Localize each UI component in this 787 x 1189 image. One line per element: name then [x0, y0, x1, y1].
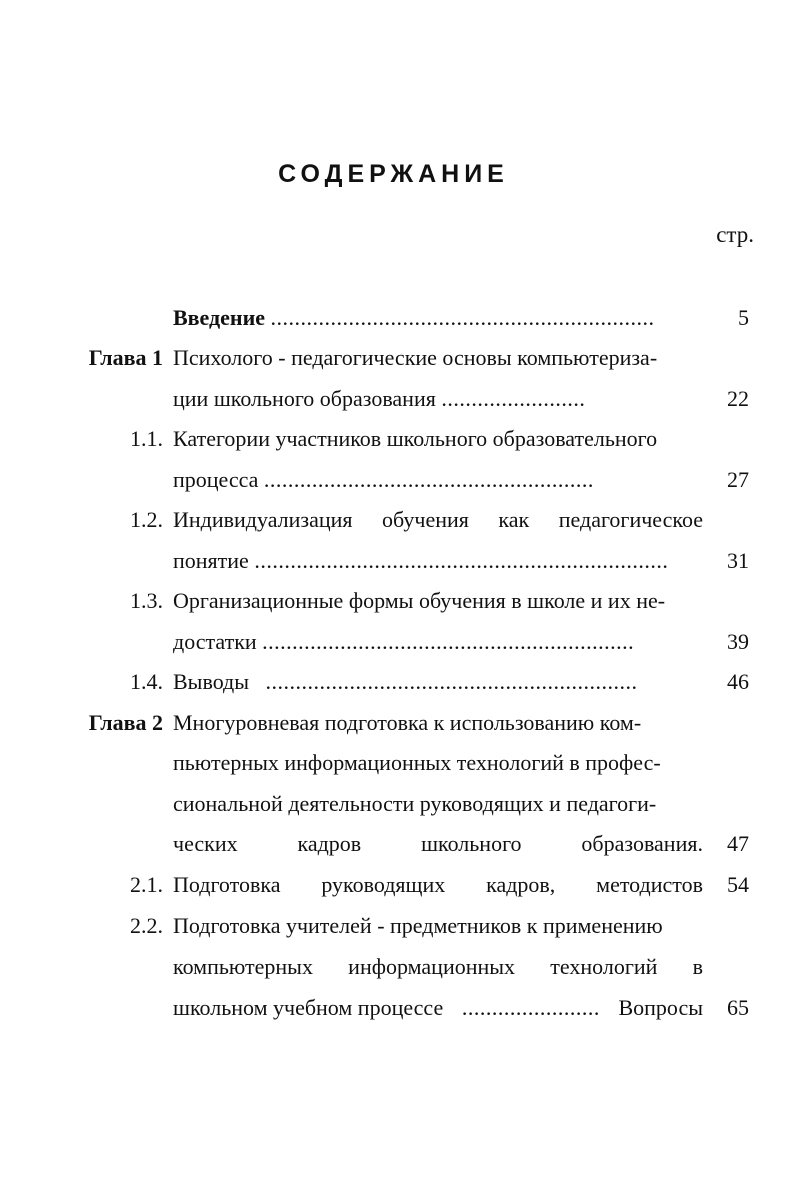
section-label: 2.1.	[130, 872, 163, 897]
toc-intro-title: Введение	[173, 305, 266, 330]
toc-entry-2-2	[0, 906, 787, 946]
entry-text: Психолого - педагогические основы компьютериза-	[173, 345, 658, 370]
entry-text: Вопросы	[618, 995, 703, 1020]
entry-word: технологий	[550, 954, 658, 979]
toc-entry-2-2-cont	[0, 947, 787, 987]
section-label: 1.3.	[130, 588, 163, 613]
toc-entry-1-3-cont	[0, 622, 787, 662]
entry-word: информационных	[348, 954, 516, 979]
leader-dots: .....................................................................	[254, 548, 669, 573]
page-title: СОДЕРЖАНИЕ	[278, 160, 509, 188]
entry-word: как	[498, 507, 530, 532]
toc-entry-intro	[0, 298, 787, 338]
entry-text: сиональной деятельности руководящих и педагоги-	[173, 791, 657, 816]
toc-entry-chapter-2-cont	[0, 743, 787, 783]
chapter-label: Глава 2	[88, 710, 163, 735]
toc-entry-1-4	[0, 662, 787, 702]
toc-entry-chapter-2	[0, 703, 787, 743]
toc-entry-2-1	[0, 865, 787, 905]
entry-text: ции школьного образования	[173, 386, 436, 411]
leader-dots: .......................................................	[263, 467, 594, 492]
entry-word: в	[692, 954, 703, 979]
entry-text: пьютерных информационных технологий в профес-	[173, 750, 661, 775]
toc-entry-chapter-1-cont	[0, 379, 787, 419]
page-number: 22	[727, 386, 749, 411]
chapter-label: Глава 1	[88, 345, 163, 370]
entry-word: кадров,	[486, 872, 556, 897]
page-column-label: стр.	[716, 222, 754, 247]
entry-word: кадров	[297, 831, 362, 856]
toc-entry-1-1	[0, 419, 787, 459]
entry-word: Подготовка	[173, 872, 281, 897]
page-number: 5	[738, 305, 749, 330]
page-number: 39	[727, 629, 749, 654]
entry-text: понятие	[173, 548, 249, 573]
toc-entry-chapter-2-cont	[0, 824, 787, 864]
leader-dots: ................................................................	[270, 305, 655, 330]
page-number: 27	[727, 467, 749, 492]
entry-text: Выводы	[173, 669, 250, 694]
entry-text: школьном учебном процессе	[173, 995, 444, 1020]
entry-word: образования.	[581, 831, 703, 856]
entry-word: обучения	[382, 507, 469, 532]
entry-word: ческих	[173, 831, 238, 856]
entry-word: компьютерных	[173, 954, 313, 979]
section-label: 1.2.	[130, 507, 163, 532]
entry-text: Многуровневая подготовка к использованию ком-	[173, 710, 642, 735]
page-number: 65	[727, 995, 749, 1020]
section-label: 2.2.	[130, 913, 163, 938]
toc-entry-1-2-cont	[0, 541, 787, 581]
entry-text: достатки	[173, 629, 257, 654]
entry-text: Подготовка учителей - предметников к применению	[173, 913, 663, 938]
entry-text: процесса	[173, 467, 259, 492]
section-label: 1.1.	[130, 426, 163, 451]
toc-entry-chapter-2-cont	[0, 784, 787, 824]
leader-dots: .......................	[461, 995, 600, 1020]
page-number: 46	[727, 669, 749, 694]
toc-entry-1-3	[0, 581, 787, 621]
toc-entry-2-2-cont	[0, 988, 787, 1028]
entry-text: Категории участников школьного образовательного	[173, 426, 658, 451]
toc-entry-1-2	[0, 500, 787, 540]
toc-entry-chapter-1	[0, 338, 787, 378]
entry-word: педагогическое	[558, 507, 703, 532]
section-label: 1.4.	[130, 669, 163, 694]
entry-word: методистов	[596, 872, 703, 897]
page-number: 54	[727, 872, 749, 897]
leader-dots: ........................	[441, 386, 586, 411]
leader-dots: ..............................................................	[262, 629, 635, 654]
toc-entry-1-1-cont	[0, 460, 787, 500]
page-number: 47	[727, 831, 749, 856]
entry-text: Организационные формы обучения в школе и их не-	[173, 588, 666, 613]
leader-dots: ..............................................................	[265, 669, 638, 694]
entry-word: школьного	[421, 831, 522, 856]
entry-word: Индивидуализация	[173, 507, 353, 532]
entry-word: руководящих	[321, 872, 446, 897]
page-number: 31	[727, 548, 749, 573]
